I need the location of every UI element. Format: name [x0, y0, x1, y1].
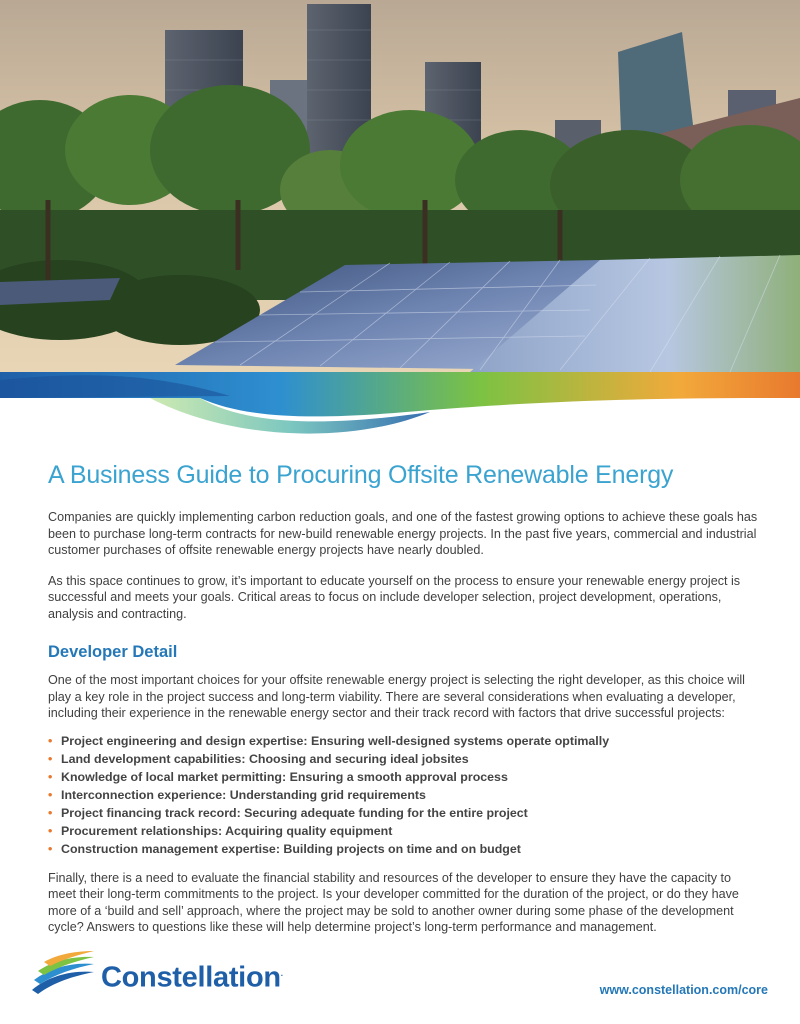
bullet-icon: •: [48, 841, 53, 856]
intro-paragraph-1: Companies are quickly implementing carbon reduction goals, and one of the fastest growing options to achieve these goals has been to purchase long-term contracts for new-build renewable energy projects. In the past five years, commercial and industrial customer purchases of offsite renewable energy projects have nearly doubled.: [48, 510, 758, 557]
list-item: • Construction management expertise: Building projects on time and on budget: [48, 841, 521, 856]
bullet-icon: •: [48, 787, 53, 802]
list-item: • Procurement relationships: Acquiring quality equipment: [48, 823, 393, 838]
bullet-icon: •: [48, 733, 53, 748]
logo-swoosh-icon: [28, 950, 98, 998]
trademark-mark: .: [280, 969, 283, 978]
website-url[interactable]: www.constellation.com/core: [599, 983, 768, 997]
list-item: • Project financing track record: Securing adequate funding for the entire project: [48, 805, 528, 820]
bullet-icon: •: [48, 823, 53, 838]
intro-paragraph-2: As this space continues to grow, it’s important to educate yourself on the process to ensure your renewable energy project is successful and meets your goals. Critical areas to focus on include developer selection, project development, operations, analysis and contracting.: [48, 573, 741, 621]
list-item: • Project engineering and design expertise: Ensuring well-designed systems operate optimally: [48, 733, 610, 748]
section-lead-paragraph: One of the most important choices for your offsite renewable energy project is selecting the right developer, as this choice will play a key role in the project success and long-term viability. There are several considerations when evaluating a developer, including their experience in the renewable energy sector and their track record with factors that drive successful projects:: [48, 673, 745, 720]
bullet-icon: •: [48, 769, 53, 784]
page-title: A Business Guide to Procuring Offsite Renewable Energy: [48, 461, 674, 489]
constellation-logo: [28, 950, 298, 998]
bullet-icon: •: [48, 751, 53, 766]
bullet-icon: •: [48, 805, 53, 820]
list-item: • Interconnection experience: Understanding grid requirements: [48, 787, 426, 802]
section-heading: Developer Detail: [48, 643, 178, 661]
brand-wordmark: Constellation.: [101, 961, 283, 994]
hero-image: [0, 0, 800, 445]
list-item: • Land development capabilities: Choosing and securing ideal jobsites: [48, 751, 469, 766]
article: [48, 455, 758, 936]
considerations-list: [48, 732, 758, 858]
list-item: • Knowledge of local market permitting: Ensuring a smooth approval process: [48, 769, 508, 784]
closing-paragraph: Finally, there is a need to evaluate the financial stability and resources of the developer to ensure they have the capacity to meet their long-term commitments to the project. Is your developer committed for the duration of the project, or do they have more of a ‘build and sell’ approach, where the project may be sold to another owner during some phase of the development cycle? Answers to questions like these will help determine project’s long-term performance and management.: [48, 870, 739, 934]
